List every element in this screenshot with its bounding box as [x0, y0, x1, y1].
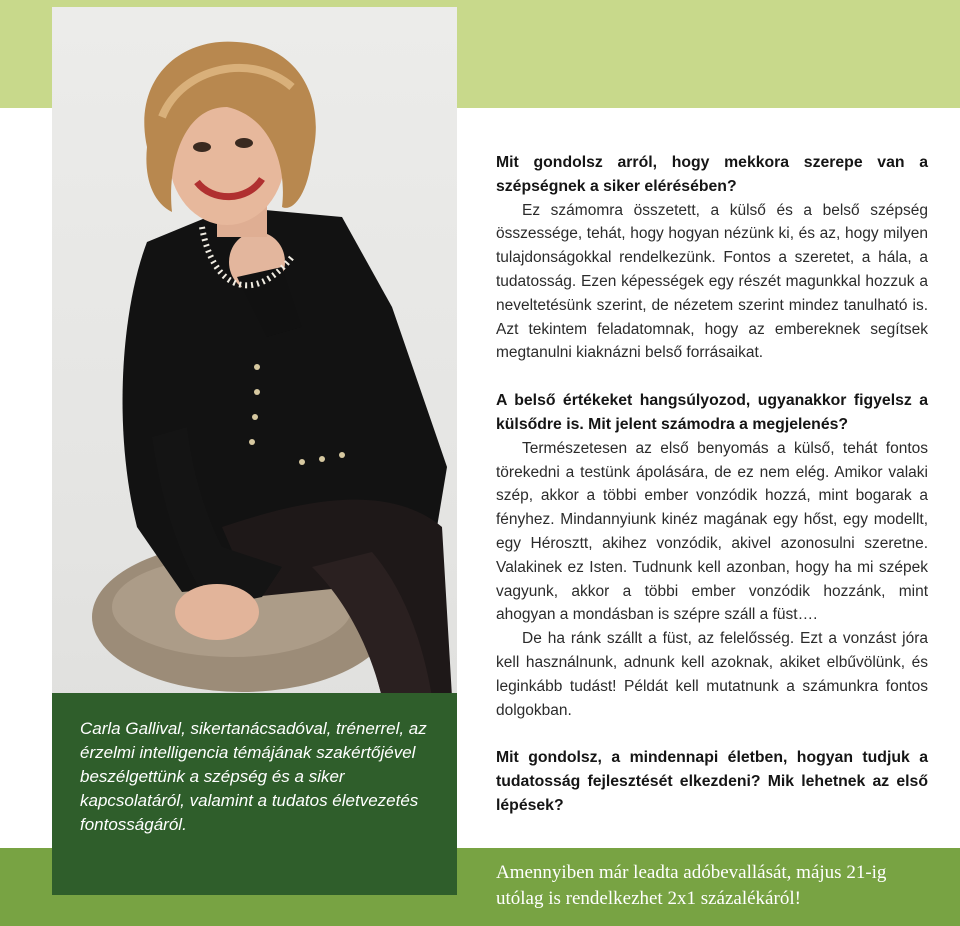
paragraph-spacer	[496, 722, 928, 746]
photo-caption: Carla Gallival, sikertanácsadóval, trénerrel, az érzelmi intelligencia témájának szakértőjével beszélgettünk a szépség és a siker kapcsolatáról, valamint a tudatos életvezetés fontosságáról.	[80, 719, 427, 834]
interview-article	[496, 151, 928, 818]
footer-tax-note: Amennyiben már leadta adóbevallását, május 21-ig utólag is rendelkezhet 2x1 százalékáról!	[496, 862, 887, 909]
question-3: Mit gondolsz, a mindennapi életben, hogyan tudjuk a tudatosság fejlesztését elkezdeni? Mik lehetnek az első lépések?	[496, 749, 928, 814]
answer-1: Ez számomra összetett, a külső és a belső szépség összessége, tehát, hogy hogyan nézünk ki, és az, hogy milyen tulajdonságokkal rendelkezünk. Fontos a szeretet, a hála, a tudatosság. Ezen képességek egy részét magunkkal hozzuk a neveltetésünk szerint, de nézetem szerint mindez tanulható is. Azt tekintem feladatomnak, hogy az embereknek segítsek megtanulni kiaknázni belső forrásaikat.	[496, 201, 928, 362]
caption-box	[52, 693, 457, 895]
question-1: Mit gondolsz arról, hogy mekkora szerepe van a szépségnek a siker elérésében?	[496, 154, 928, 195]
answer-2-paragraph-1: Természetesen az első benyomás a külső, tehát fontos törekedni a testünk ápolására, de ez nem elég. Amikor valaki szép, akkor a többi ember vonzódik hozzá, mint bogarak a fényhez. Mindannyiunk kinéz magának egy hőst, egy modellt, egy Hérosztt, akihez vonzódik, akivel azonosulni szeretne. Valakinek ez Isten. Tudnunk kell azonban, hogy ha mi szépek vagyunk, akkor a többi ember vonzódik hozzánk, mint ahogyan a mondásban is szépre száll a füst….	[496, 439, 928, 624]
paragraph-spacer	[496, 365, 928, 389]
question-2: A belső értékeket hangsúlyozod, ugyanakkor figyelsz a külsődre is. Mit jelent számodra a megjelenés?	[496, 392, 928, 433]
answer-2-paragraph-2: De ha ránk szállt a füst, az felelősség. Ezt a vonzást jóra kell használnunk, adnunk kell azoknak, akiket elbűvölünk, és leginkább tudást! Példát kell mutatnunk a számunkra fontos dolgokban.	[496, 630, 928, 719]
